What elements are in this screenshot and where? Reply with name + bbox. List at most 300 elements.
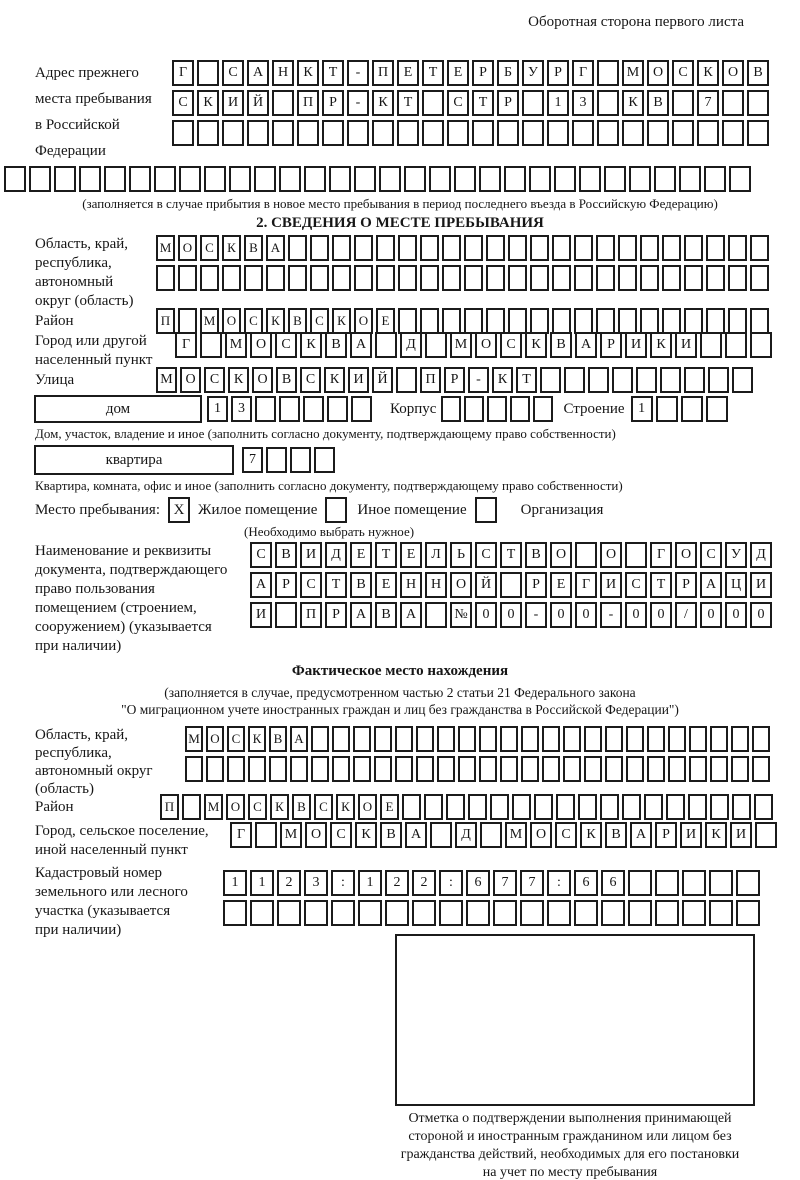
char-cell[interactable] xyxy=(182,794,201,820)
char-cell[interactable]: Б xyxy=(497,60,519,86)
char-cell[interactable] xyxy=(54,166,76,192)
char-cell[interactable]: Т xyxy=(325,572,347,598)
char-cell[interactable] xyxy=(681,396,703,422)
char-cell[interactable] xyxy=(429,166,451,192)
char-cell[interactable] xyxy=(522,120,544,146)
char-cell[interactable] xyxy=(197,120,219,146)
char-cell[interactable] xyxy=(654,166,676,192)
char-cell[interactable]: О xyxy=(250,332,272,358)
char-cell[interactable] xyxy=(542,756,560,782)
char-cell[interactable] xyxy=(442,235,461,261)
char-cell[interactable]: 6 xyxy=(574,870,598,896)
char-cell[interactable] xyxy=(227,756,245,782)
char-cell[interactable] xyxy=(464,235,483,261)
char-cell[interactable] xyxy=(622,120,644,146)
char-cell[interactable] xyxy=(508,235,527,261)
char-cell[interactable] xyxy=(376,235,395,261)
char-cell[interactable] xyxy=(534,794,553,820)
char-cell[interactable] xyxy=(655,900,679,926)
char-cell[interactable]: С xyxy=(475,542,497,568)
char-cell[interactable] xyxy=(729,166,751,192)
char-cell[interactable] xyxy=(272,90,294,116)
char-cell[interactable]: 0 xyxy=(750,602,772,628)
char-cell[interactable]: В xyxy=(375,602,397,628)
char-cell[interactable] xyxy=(647,726,665,752)
stay-option-checkbox-residential[interactable]: X xyxy=(168,497,190,523)
char-cell[interactable] xyxy=(662,235,681,261)
char-cell[interactable] xyxy=(354,265,373,291)
char-cell[interactable]: Н xyxy=(272,60,294,86)
char-cell[interactable] xyxy=(331,900,355,926)
char-cell[interactable]: 7 xyxy=(697,90,719,116)
char-cell[interactable] xyxy=(755,822,777,848)
char-cell[interactable] xyxy=(662,265,681,291)
char-cell[interactable] xyxy=(277,900,301,926)
char-cell[interactable] xyxy=(728,265,747,291)
char-cell[interactable]: Г xyxy=(172,60,194,86)
char-cell[interactable]: Т xyxy=(472,90,494,116)
char-cell[interactable]: 1 xyxy=(250,870,274,896)
char-cell[interactable] xyxy=(574,900,598,926)
char-cell[interactable]: 0 xyxy=(475,602,497,628)
char-cell[interactable]: Т xyxy=(500,542,522,568)
char-cell[interactable] xyxy=(636,367,657,393)
char-cell[interactable] xyxy=(710,794,729,820)
char-cell[interactable] xyxy=(552,308,571,334)
char-cell[interactable]: В xyxy=(550,332,572,358)
char-cell[interactable]: О xyxy=(178,235,197,261)
char-cell[interactable] xyxy=(504,166,526,192)
char-cell[interactable] xyxy=(710,756,728,782)
char-cell[interactable] xyxy=(584,726,602,752)
char-cell[interactable] xyxy=(542,726,560,752)
char-cell[interactable] xyxy=(574,308,593,334)
char-cell[interactable] xyxy=(575,542,597,568)
char-cell[interactable] xyxy=(710,726,728,752)
char-cell[interactable] xyxy=(425,332,447,358)
char-cell[interactable] xyxy=(684,265,703,291)
char-cell[interactable] xyxy=(385,900,409,926)
char-cell[interactable]: А xyxy=(247,60,269,86)
char-cell[interactable] xyxy=(468,794,487,820)
char-cell[interactable] xyxy=(554,166,576,192)
char-cell[interactable] xyxy=(412,900,436,926)
char-cell[interactable]: К xyxy=(266,308,285,334)
char-cell[interactable] xyxy=(424,794,443,820)
char-cell[interactable] xyxy=(662,308,681,334)
char-cell[interactable]: 0 xyxy=(650,602,672,628)
char-cell[interactable]: В xyxy=(380,822,402,848)
char-cell[interactable]: И xyxy=(222,90,244,116)
char-cell[interactable]: 2 xyxy=(385,870,409,896)
char-cell[interactable]: А xyxy=(250,572,272,598)
char-cell[interactable]: Е xyxy=(397,60,419,86)
char-cell[interactable] xyxy=(454,166,476,192)
char-cell[interactable]: Т xyxy=(397,90,419,116)
char-cell[interactable] xyxy=(397,120,419,146)
char-cell[interactable] xyxy=(156,265,175,291)
char-cell[interactable]: К xyxy=(372,90,394,116)
char-cell[interactable] xyxy=(420,308,439,334)
char-cell[interactable]: Н xyxy=(400,572,422,598)
char-cell[interactable] xyxy=(596,308,615,334)
char-cell[interactable] xyxy=(372,120,394,146)
char-cell[interactable] xyxy=(552,235,571,261)
char-cell[interactable]: И xyxy=(750,572,772,598)
char-cell[interactable] xyxy=(618,265,637,291)
char-cell[interactable]: Г xyxy=(230,822,252,848)
char-cell[interactable]: П xyxy=(300,602,322,628)
char-cell[interactable] xyxy=(596,265,615,291)
char-cell[interactable]: К xyxy=(222,235,241,261)
char-cell[interactable]: К xyxy=(332,308,351,334)
char-cell[interactable]: С xyxy=(227,726,245,752)
char-cell[interactable]: 0 xyxy=(500,602,522,628)
char-cell[interactable] xyxy=(304,166,326,192)
char-cell[interactable] xyxy=(706,265,725,291)
char-cell[interactable] xyxy=(275,602,297,628)
char-cell[interactable]: Р xyxy=(497,90,519,116)
char-cell[interactable] xyxy=(500,572,522,598)
char-cell[interactable] xyxy=(200,332,222,358)
char-cell[interactable]: - xyxy=(525,602,547,628)
char-cell[interactable] xyxy=(442,265,461,291)
char-cell[interactable]: Ц xyxy=(725,572,747,598)
char-cell[interactable]: К xyxy=(355,822,377,848)
char-cell[interactable]: О xyxy=(675,542,697,568)
char-cell[interactable] xyxy=(563,756,581,782)
char-cell[interactable] xyxy=(288,265,307,291)
char-cell[interactable]: Д xyxy=(455,822,477,848)
char-cell[interactable] xyxy=(533,396,553,422)
char-cell[interactable] xyxy=(353,726,371,752)
char-cell[interactable]: В xyxy=(292,794,311,820)
char-cell[interactable]: П xyxy=(372,60,394,86)
char-cell[interactable] xyxy=(178,308,197,334)
char-cell[interactable]: К xyxy=(300,332,322,358)
char-cell[interactable] xyxy=(706,308,725,334)
char-cell[interactable]: И xyxy=(300,542,322,568)
char-cell[interactable] xyxy=(486,265,505,291)
char-cell[interactable]: С xyxy=(222,60,244,86)
char-cell[interactable]: 0 xyxy=(725,602,747,628)
char-cell[interactable] xyxy=(266,265,285,291)
char-cell[interactable]: П xyxy=(297,90,319,116)
char-cell[interactable] xyxy=(684,235,703,261)
char-cell[interactable] xyxy=(597,60,619,86)
char-cell[interactable] xyxy=(625,542,647,568)
char-cell[interactable] xyxy=(480,822,502,848)
char-cell[interactable] xyxy=(754,794,773,820)
char-cell[interactable] xyxy=(618,235,637,261)
char-cell[interactable]: К xyxy=(228,367,249,393)
char-cell[interactable]: В xyxy=(275,542,297,568)
char-cell[interactable] xyxy=(736,870,760,896)
char-cell[interactable]: О xyxy=(222,308,241,334)
char-cell[interactable]: И xyxy=(730,822,752,848)
char-cell[interactable] xyxy=(574,235,593,261)
char-cell[interactable]: П xyxy=(420,367,441,393)
char-cell[interactable] xyxy=(508,265,527,291)
char-cell[interactable] xyxy=(332,726,350,752)
char-cell[interactable] xyxy=(672,90,694,116)
char-cell[interactable] xyxy=(255,396,276,422)
char-cell[interactable] xyxy=(530,265,549,291)
char-cell[interactable]: Т xyxy=(516,367,537,393)
char-cell[interactable] xyxy=(521,726,539,752)
char-cell[interactable]: С xyxy=(204,367,225,393)
char-cell[interactable] xyxy=(442,308,461,334)
char-cell[interactable] xyxy=(439,900,463,926)
char-cell[interactable] xyxy=(222,265,241,291)
char-cell[interactable]: К xyxy=(622,90,644,116)
char-cell[interactable] xyxy=(579,166,601,192)
char-cell[interactable]: А xyxy=(575,332,597,358)
char-cell[interactable]: Р xyxy=(322,90,344,116)
char-cell[interactable] xyxy=(709,870,733,896)
char-cell[interactable]: О xyxy=(450,572,472,598)
char-cell[interactable] xyxy=(447,120,469,146)
char-cell[interactable] xyxy=(398,265,417,291)
char-cell[interactable]: 1 xyxy=(547,90,569,116)
char-cell[interactable]: О xyxy=(354,308,373,334)
char-cell[interactable]: О xyxy=(600,542,622,568)
char-cell[interactable]: О xyxy=(475,332,497,358)
char-cell[interactable]: 2 xyxy=(412,870,436,896)
char-cell[interactable]: Т xyxy=(650,572,672,598)
char-cell[interactable]: С xyxy=(200,235,219,261)
char-cell[interactable] xyxy=(327,396,348,422)
char-cell[interactable]: В xyxy=(605,822,627,848)
char-cell[interactable]: Г xyxy=(650,542,672,568)
char-cell[interactable]: Р xyxy=(275,572,297,598)
char-cell[interactable] xyxy=(464,265,483,291)
char-cell[interactable]: С xyxy=(248,794,267,820)
char-cell[interactable] xyxy=(704,166,726,192)
char-cell[interactable] xyxy=(552,265,571,291)
char-cell[interactable]: С xyxy=(310,308,329,334)
char-cell[interactable]: 1 xyxy=(207,396,228,422)
char-cell[interactable] xyxy=(479,726,497,752)
char-cell[interactable] xyxy=(547,900,571,926)
char-cell[interactable] xyxy=(395,726,413,752)
char-cell[interactable] xyxy=(79,166,101,192)
char-cell[interactable] xyxy=(354,235,373,261)
char-cell[interactable]: Д xyxy=(400,332,422,358)
char-cell[interactable]: М xyxy=(204,794,223,820)
char-cell[interactable] xyxy=(747,120,769,146)
char-cell[interactable]: В xyxy=(288,308,307,334)
char-cell[interactable]: С xyxy=(314,794,333,820)
char-cell[interactable] xyxy=(497,120,519,146)
char-cell[interactable] xyxy=(304,900,328,926)
char-cell[interactable] xyxy=(493,900,517,926)
char-cell[interactable] xyxy=(731,726,749,752)
char-cell[interactable] xyxy=(656,396,678,422)
char-cell[interactable]: А xyxy=(405,822,427,848)
stay-option-checkbox-organization[interactable] xyxy=(475,497,497,523)
char-cell[interactable]: - xyxy=(347,90,369,116)
char-cell[interactable]: А xyxy=(400,602,422,628)
char-cell[interactable] xyxy=(666,794,685,820)
char-cell[interactable] xyxy=(248,756,266,782)
char-cell[interactable]: Т xyxy=(322,60,344,86)
char-cell[interactable] xyxy=(750,332,772,358)
char-cell[interactable] xyxy=(709,900,733,926)
char-cell[interactable]: Н xyxy=(425,572,447,598)
char-cell[interactable] xyxy=(425,602,447,628)
char-cell[interactable]: Е xyxy=(380,794,399,820)
char-cell[interactable] xyxy=(486,308,505,334)
char-cell[interactable]: М xyxy=(622,60,644,86)
char-cell[interactable] xyxy=(332,265,351,291)
char-cell[interactable] xyxy=(396,367,417,393)
char-cell[interactable] xyxy=(700,332,722,358)
char-cell[interactable]: 7 xyxy=(493,870,517,896)
char-cell[interactable] xyxy=(522,90,544,116)
char-cell[interactable] xyxy=(354,166,376,192)
char-cell[interactable]: Г xyxy=(575,572,597,598)
char-cell[interactable]: М xyxy=(156,235,175,261)
char-cell[interactable]: С xyxy=(275,332,297,358)
char-cell[interactable] xyxy=(588,367,609,393)
char-cell[interactable] xyxy=(347,120,369,146)
char-cell[interactable] xyxy=(200,265,219,291)
char-cell[interactable]: К xyxy=(336,794,355,820)
char-cell[interactable] xyxy=(722,120,744,146)
char-cell[interactable] xyxy=(597,120,619,146)
char-cell[interactable] xyxy=(728,308,747,334)
char-cell[interactable] xyxy=(395,756,413,782)
char-cell[interactable]: М xyxy=(280,822,302,848)
char-cell[interactable] xyxy=(398,308,417,334)
char-cell[interactable] xyxy=(564,367,585,393)
char-cell[interactable] xyxy=(332,756,350,782)
char-cell[interactable] xyxy=(269,756,287,782)
char-cell[interactable]: М xyxy=(156,367,177,393)
char-cell[interactable] xyxy=(206,756,224,782)
char-cell[interactable] xyxy=(626,726,644,752)
char-cell[interactable] xyxy=(430,822,452,848)
char-cell[interactable] xyxy=(437,726,455,752)
char-cell[interactable] xyxy=(578,794,597,820)
char-cell[interactable] xyxy=(104,166,126,192)
char-cell[interactable] xyxy=(697,120,719,146)
char-cell[interactable] xyxy=(500,726,518,752)
char-cell[interactable] xyxy=(416,726,434,752)
char-cell[interactable]: - xyxy=(347,60,369,86)
char-cell[interactable] xyxy=(375,332,397,358)
char-cell[interactable] xyxy=(512,794,531,820)
char-cell[interactable] xyxy=(416,756,434,782)
char-cell[interactable]: 3 xyxy=(304,870,328,896)
char-cell[interactable] xyxy=(530,308,549,334)
char-cell[interactable] xyxy=(422,120,444,146)
char-cell[interactable] xyxy=(736,900,760,926)
char-cell[interactable]: 7 xyxy=(520,870,544,896)
char-cell[interactable]: Ь xyxy=(450,542,472,568)
char-cell[interactable]: Р xyxy=(655,822,677,848)
char-cell[interactable]: К xyxy=(197,90,219,116)
char-cell[interactable] xyxy=(750,235,769,261)
char-cell[interactable] xyxy=(655,870,679,896)
char-cell[interactable] xyxy=(521,756,539,782)
char-cell[interactable]: Т xyxy=(422,60,444,86)
char-cell[interactable]: Р xyxy=(600,332,622,358)
char-cell[interactable]: М xyxy=(225,332,247,358)
char-cell[interactable] xyxy=(179,166,201,192)
char-cell[interactable] xyxy=(732,794,751,820)
char-cell[interactable]: - xyxy=(468,367,489,393)
char-cell[interactable] xyxy=(422,90,444,116)
char-cell[interactable] xyxy=(510,396,530,422)
char-cell[interactable]: С xyxy=(250,542,272,568)
char-cell[interactable] xyxy=(597,90,619,116)
char-cell[interactable]: С xyxy=(244,308,263,334)
char-cell[interactable] xyxy=(297,120,319,146)
char-cell[interactable]: : xyxy=(439,870,463,896)
char-cell[interactable] xyxy=(310,265,329,291)
char-cell[interactable]: С xyxy=(330,822,352,848)
char-cell[interactable]: Е xyxy=(375,572,397,598)
char-cell[interactable] xyxy=(402,794,421,820)
char-cell[interactable] xyxy=(660,367,681,393)
char-cell[interactable] xyxy=(601,900,625,926)
char-cell[interactable]: К xyxy=(525,332,547,358)
char-cell[interactable] xyxy=(129,166,151,192)
char-cell[interactable] xyxy=(647,120,669,146)
char-cell[interactable] xyxy=(279,166,301,192)
char-cell[interactable] xyxy=(689,726,707,752)
char-cell[interactable] xyxy=(668,726,686,752)
char-cell[interactable]: А xyxy=(700,572,722,598)
char-cell[interactable]: А xyxy=(350,332,372,358)
char-cell[interactable] xyxy=(752,756,770,782)
char-cell[interactable] xyxy=(250,900,274,926)
char-cell[interactable] xyxy=(29,166,51,192)
char-cell[interactable] xyxy=(708,367,729,393)
char-cell[interactable]: 3 xyxy=(572,90,594,116)
char-cell[interactable] xyxy=(420,265,439,291)
char-cell[interactable] xyxy=(487,396,507,422)
char-cell[interactable]: 1 xyxy=(358,870,382,896)
char-cell[interactable] xyxy=(255,822,277,848)
char-cell[interactable]: У xyxy=(725,542,747,568)
char-cell[interactable] xyxy=(244,265,263,291)
char-cell[interactable] xyxy=(529,166,551,192)
char-cell[interactable]: О xyxy=(252,367,273,393)
char-cell[interactable]: О xyxy=(358,794,377,820)
char-cell[interactable]: К xyxy=(297,60,319,86)
char-cell[interactable] xyxy=(604,166,626,192)
char-cell[interactable] xyxy=(689,756,707,782)
char-cell[interactable] xyxy=(682,870,706,896)
char-cell[interactable]: О xyxy=(180,367,201,393)
char-cell[interactable] xyxy=(605,756,623,782)
char-cell[interactable] xyxy=(640,265,659,291)
char-cell[interactable]: А xyxy=(350,602,372,628)
char-cell[interactable]: С xyxy=(300,367,321,393)
char-cell[interactable] xyxy=(466,900,490,926)
char-cell[interactable]: И xyxy=(675,332,697,358)
char-cell[interactable]: Е xyxy=(447,60,469,86)
char-cell[interactable] xyxy=(279,396,300,422)
char-cell[interactable]: М xyxy=(505,822,527,848)
char-cell[interactable] xyxy=(706,396,728,422)
char-cell[interactable] xyxy=(404,166,426,192)
char-cell[interactable] xyxy=(540,367,561,393)
char-cell[interactable]: М xyxy=(450,332,472,358)
